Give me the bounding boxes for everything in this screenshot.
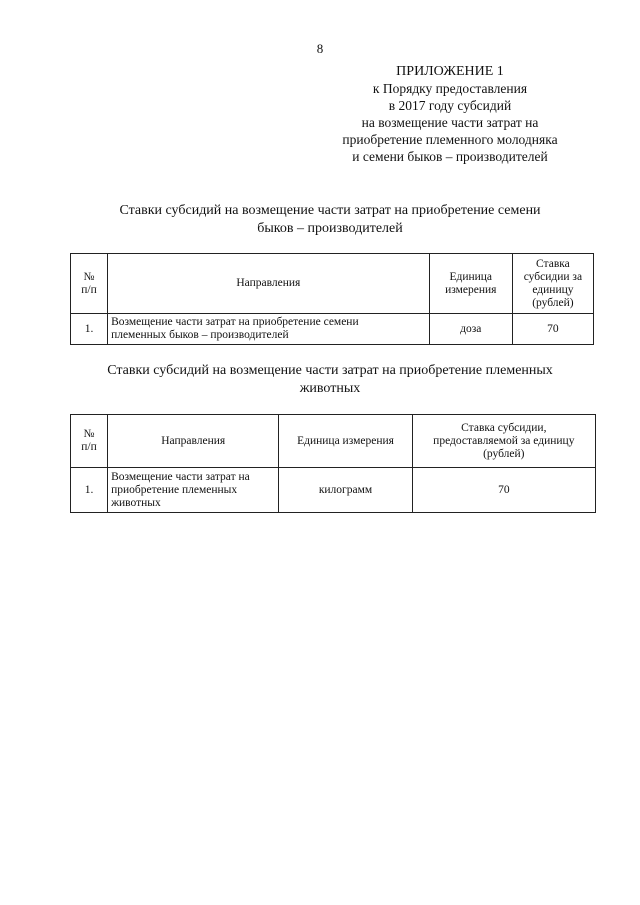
section-title-line: животных xyxy=(299,381,361,396)
row-num: 1. xyxy=(71,468,108,513)
row-direction-line: животных xyxy=(111,496,161,509)
row-direction-line: племенных быков – производителей xyxy=(111,329,289,341)
header-num-line: № xyxy=(83,270,95,283)
header-rate-line: (рублей) xyxy=(532,296,574,309)
appendix-line: и семени быков – производителей xyxy=(352,149,548,164)
row-rate: 70 xyxy=(412,468,595,513)
row-unit: доза xyxy=(429,314,512,345)
section-title-line: Ставки субсидий на возмещение части затрат на приобретение семени xyxy=(119,203,541,218)
header-rate-line: Ставка xyxy=(536,257,570,270)
semen-rates-table xyxy=(70,253,594,345)
table-header-row xyxy=(71,254,594,314)
row-direction-line: приобретение племенных xyxy=(111,483,238,496)
header-num xyxy=(71,415,108,468)
appendix-line: к Порядку предоставления xyxy=(372,81,528,96)
header-rate-line: субсидии за xyxy=(523,270,583,283)
header-num-line: п/п xyxy=(81,283,97,296)
appendix-line: на возмещение части затрат на xyxy=(361,115,539,130)
row-direction-line: Возмещение части затрат на приобретение семени xyxy=(111,316,359,328)
header-unit: Единица измерения xyxy=(279,415,412,468)
row-num: 1. xyxy=(71,314,108,345)
header-direction: Направления xyxy=(108,254,430,314)
row-direction-line: Возмещение части затрат на xyxy=(111,470,250,483)
header-rate xyxy=(512,254,593,314)
row-direction xyxy=(108,314,430,345)
header-num xyxy=(71,254,108,314)
header-rate-line: Ставка субсидии, xyxy=(461,421,547,434)
appendix-line: приобретение племенного молодняка xyxy=(342,132,558,147)
section-title-line: Ставки субсидий на возмещение части затрат на приобретение племенных xyxy=(107,363,553,378)
header-num-line: № xyxy=(83,428,95,440)
page-number: 8 xyxy=(316,41,324,56)
row-unit: килограмм xyxy=(279,468,412,513)
header-rate-line: предоставляемой за единицу xyxy=(433,434,575,447)
table-header-row xyxy=(71,415,596,468)
header-unit-line: измерения xyxy=(445,283,497,296)
header-unit-line: Единица xyxy=(449,270,493,283)
section-title-semen xyxy=(70,202,590,238)
header-num-line: п/п xyxy=(81,441,97,453)
header-rate xyxy=(412,415,595,468)
header-rate-line: единицу xyxy=(532,283,574,296)
appendix-line: в 2017 году субсидий xyxy=(388,98,512,113)
header-rate-line: (рублей) xyxy=(483,447,525,460)
table-row xyxy=(71,468,596,513)
appendix-heading: ПРИЛОЖЕНИЕ 1 xyxy=(396,64,504,79)
row-direction xyxy=(108,468,279,513)
header-unit xyxy=(429,254,512,314)
appendix-header xyxy=(300,63,600,165)
section-title-animals xyxy=(70,362,590,398)
header-direction: Направления xyxy=(108,415,279,468)
row-rate: 70 xyxy=(512,314,593,345)
table-row xyxy=(71,314,594,345)
section-title-line: быков – производителей xyxy=(257,221,403,236)
animals-rates-table xyxy=(70,414,596,513)
